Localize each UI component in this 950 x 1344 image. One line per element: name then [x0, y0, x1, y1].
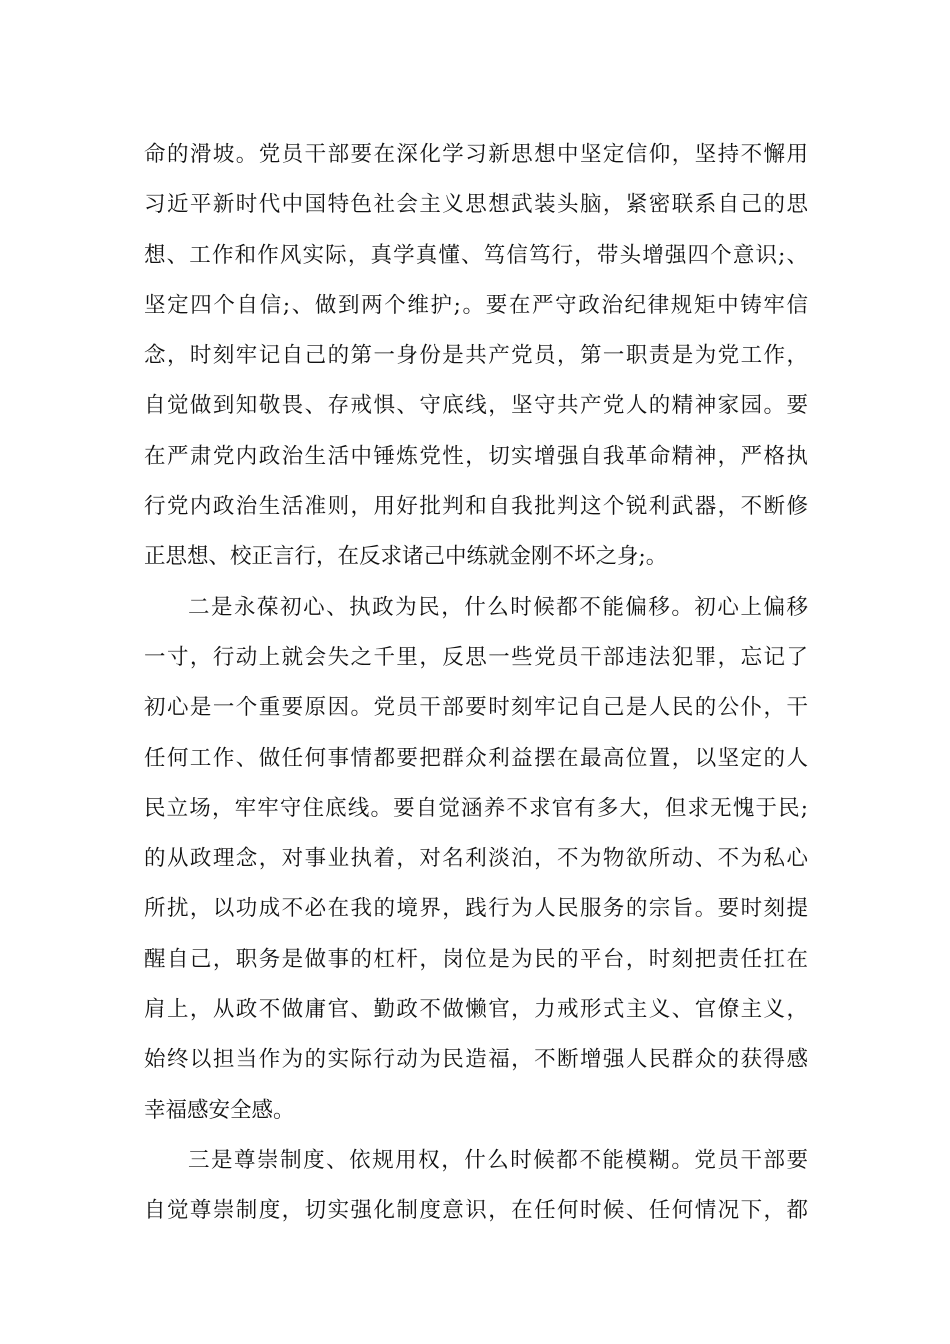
text-line: 在严肃党内政治生活中锤炼党性，切实增强自我革命精神，严格执: [144, 443, 808, 469]
text-line: 自觉尊崇制度，切实强化制度意识，在任何时候、任何情况下，都: [144, 1198, 808, 1224]
text-line: 行党内政治生活准则，用好批判和自我批判这个锐利武器，不断修: [144, 494, 808, 520]
text-line: 命的滑坡。党员干部要在深化学习新思想中坚定信仰，坚持不懈用: [144, 142, 808, 167]
text-line: 幸福感安全感。: [144, 1097, 295, 1123]
text-line: 想、工作和作风实际，真学真懂、笃信笃行，带头增强四个意识;、: [144, 242, 808, 268]
paragraph-first-line: 三是尊崇制度、依规用权，什么时候都不能模糊。党员干部要: [188, 1147, 808, 1173]
text-line: 自觉做到知敬畏、存戒惧、守底线，坚守共产党人的精神家园。要: [144, 393, 808, 419]
document-body: [144, 130, 808, 1237]
text-line: 坚定四个自信;、做到两个维护;。要在严守政治纪律规矩中铸牢信: [144, 292, 808, 318]
text-line: 初心是一个重要原因。党员干部要时刻牢记自己是人民的公仆，干: [144, 695, 808, 721]
text-line: 任何工作、做任何事情都要把群众利益摆在最高位置，以坚定的人: [144, 745, 808, 771]
text-line: 念，时刻牢记自己的第一身份是共产党员，第一职责是为党工作，: [144, 343, 808, 369]
paragraph-first-line: 二是永葆初心、执政为民，什么时候都不能偏移。初心上偏移: [188, 594, 808, 620]
text-line: 的从政理念，对事业执着，对名利淡泊，不为物欲所动、不为私心: [144, 846, 808, 872]
text-line: 始终以担当作为的实际行动为民造福，不断增强人民群众的获得感: [144, 1047, 808, 1073]
text-line: 醒自己，职务是做事的杠杆，岗位是为民的平台，时刻把责任扛在: [144, 946, 808, 972]
text-line: 正思想、校正言行，在反求诸己中练就金刚不坏之身;。: [144, 544, 668, 570]
text-line: 民立场，牢牢守住底线。要自觉涵养不求官有多大，但求无愧于民;: [144, 795, 808, 821]
text-line: 肩上，从政不做庸官、勤政不做懒官，力戒形式主义、官僚主义，: [144, 997, 808, 1023]
text-line: 所扰，以功成不必在我的境界，践行为人民服务的宗旨。要时刻提: [144, 896, 808, 922]
text-line: 一寸，行动上就会失之千里，反思一些党员干部违法犯罪，忘记了: [144, 644, 808, 670]
text-line: 习近平新时代中国特色社会主义思想武装头脑，紧密联系自己的思: [144, 192, 808, 218]
